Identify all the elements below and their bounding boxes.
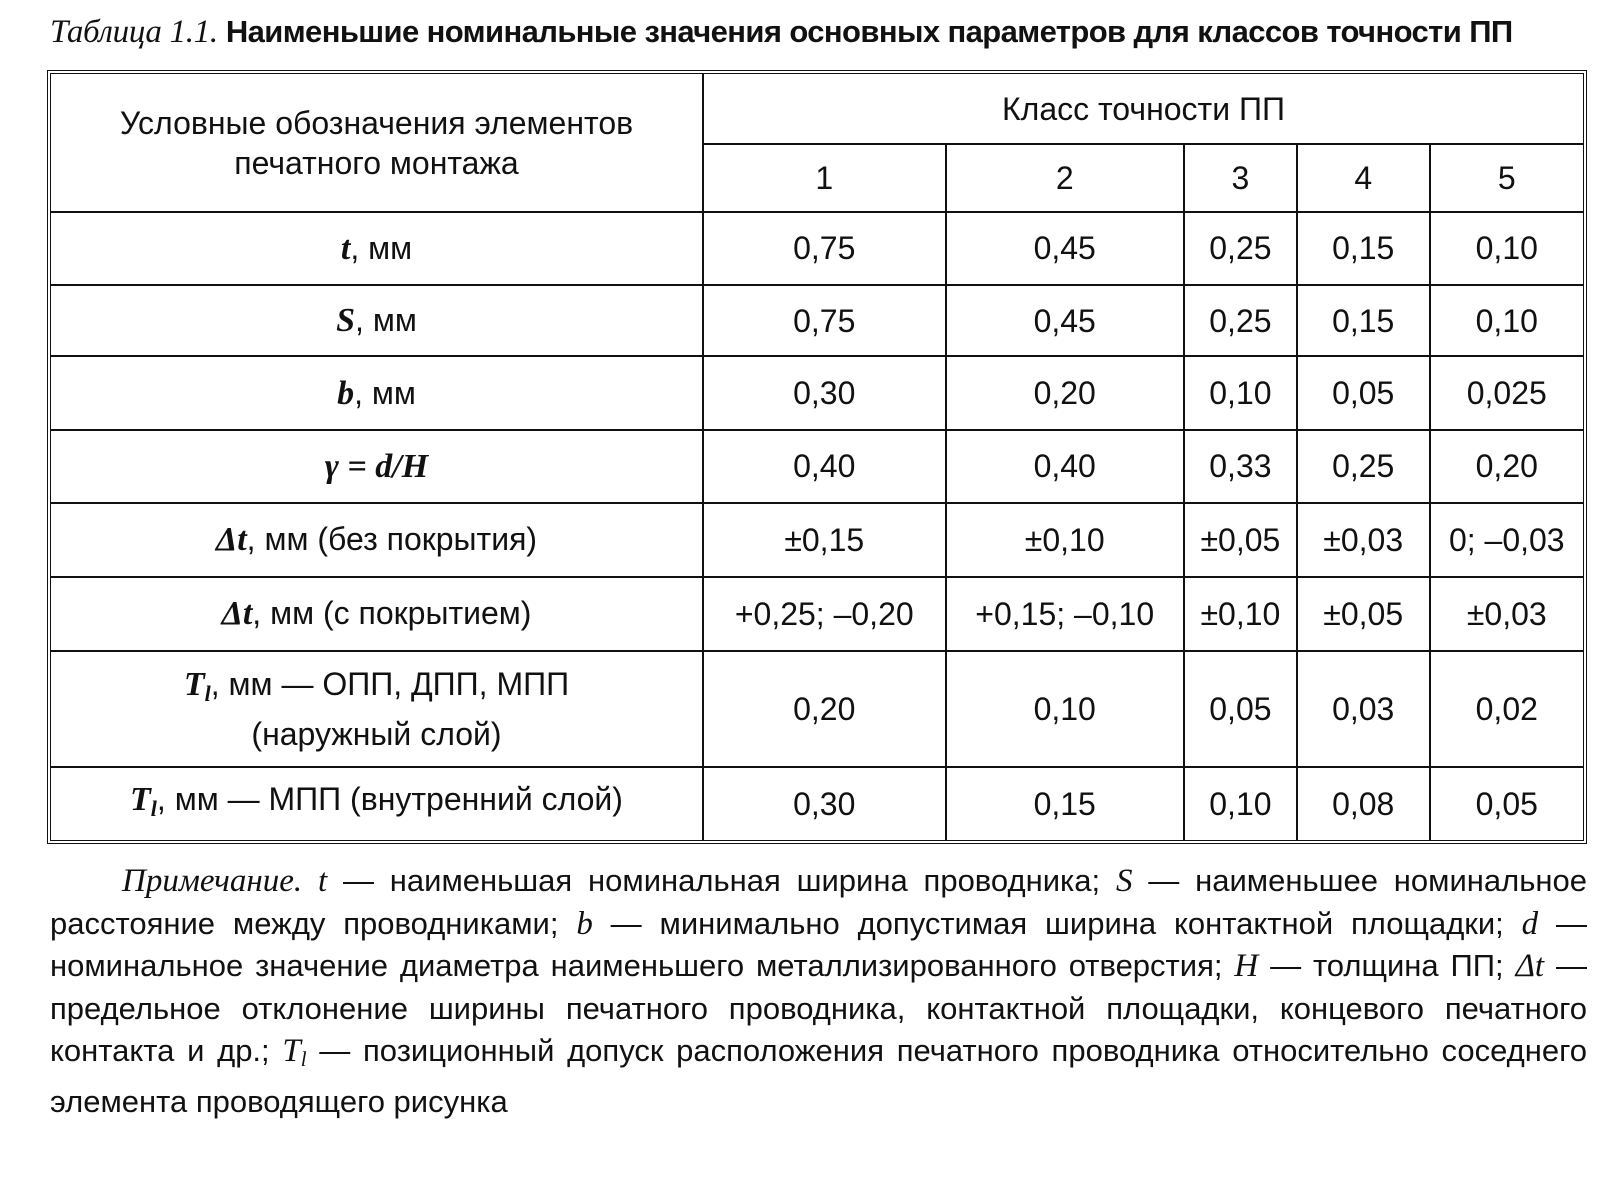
note-symbol: t xyxy=(317,863,328,899)
footnote xyxy=(50,860,1587,1123)
value-cell-class-5: 0,10 xyxy=(1430,212,1583,285)
table-row xyxy=(51,212,1583,285)
header-row-group xyxy=(51,74,1583,144)
table-row xyxy=(51,577,1583,652)
header-class-5: 5 xyxy=(1430,144,1583,212)
param-label: , мм — ОПП, ДПП, МПП xyxy=(210,666,570,703)
table-row xyxy=(51,430,1583,503)
value-cell-class-4: 0,08 xyxy=(1297,767,1430,840)
note-symbol: d xyxy=(1521,905,1539,942)
value-cell-class-3: 0,10 xyxy=(1184,767,1297,840)
value-cell-class-2: 0,20 xyxy=(946,356,1184,430)
table-caption xyxy=(50,10,1595,54)
caption-label: Таблица 1.1. xyxy=(50,14,218,50)
value-cell-class-1: +0,25; –0,20 xyxy=(703,577,946,652)
table-row xyxy=(51,767,1583,840)
note-symbol: H xyxy=(1234,948,1259,984)
value-cell-class-1: 0,20 xyxy=(703,651,946,767)
param-cell xyxy=(51,212,703,285)
value-cell-class-2: +0,15; –0,10 xyxy=(946,577,1184,652)
table-frame xyxy=(47,70,1587,844)
param-label: , мм — МПП (внутренний слой) xyxy=(156,781,623,818)
note-definition: — минимально допустимая ширина контактной площадки; xyxy=(592,905,1522,941)
value-cell-class-2: 0,45 xyxy=(946,212,1184,285)
value-cell-class-3: ±0,10 xyxy=(1184,577,1297,652)
value-cell-class-1: ±0,15 xyxy=(703,503,946,577)
param-subscript: l xyxy=(150,796,157,822)
param-cell xyxy=(51,767,703,840)
note-definition: — наименьшая номинальная ширина проводника; xyxy=(327,863,1116,898)
value-cell-class-5: 0,20 xyxy=(1430,430,1583,503)
param-cell xyxy=(51,503,703,577)
note-symbol: S xyxy=(1115,863,1133,899)
value-cell-class-3: 0,25 xyxy=(1184,285,1297,357)
value-cell-class-1: 0,40 xyxy=(703,430,946,503)
value-cell-class-5: 0,05 xyxy=(1430,767,1583,840)
param-label: , мм (с покрытием) xyxy=(252,595,532,632)
param-symbol: b xyxy=(337,374,355,412)
note-definition: — предельное отклонение ширины печатного проводника, контактной площадки, концевого печатного контакта и др.; xyxy=(50,948,1587,1068)
header-class-1: 1 xyxy=(703,144,946,212)
value-cell-class-1: 0,75 xyxy=(703,285,946,357)
value-cell-class-4: 0,03 xyxy=(1297,651,1430,767)
table-row xyxy=(51,356,1583,430)
header-class-3: 3 xyxy=(1184,144,1297,212)
table-row xyxy=(51,285,1583,357)
value-cell-class-5: ±0,03 xyxy=(1430,577,1583,652)
value-cell-class-1: 0,30 xyxy=(703,356,946,430)
value-cell-class-3: 0,33 xyxy=(1184,430,1297,503)
value-cell-class-1: 0,75 xyxy=(703,212,946,285)
note-definition: — номинальное значение диаметра наименьшего металлизированного отверстия; xyxy=(50,905,1587,983)
value-cell-class-5: 0; –0,03 xyxy=(1430,503,1583,577)
value-cell-class-2: 0,10 xyxy=(946,651,1184,767)
note-symbol: T xyxy=(282,1033,301,1069)
header-param xyxy=(51,74,703,212)
value-cell-class-4: 0,15 xyxy=(1297,212,1430,285)
note-symbol: b xyxy=(576,905,593,942)
value-cell-class-5: 0,025 xyxy=(1430,356,1583,430)
value-cell-class-2: 0,40 xyxy=(946,430,1184,503)
header-class-2: 2 xyxy=(946,144,1184,212)
caption-text: Наименьшие номинальные значения основных параметров для классов точности ПП xyxy=(225,14,1513,49)
header-param-text: Условные обозначения элементов печатного монтажа xyxy=(119,104,634,181)
param-label: , мм xyxy=(354,374,416,411)
param-cell xyxy=(51,356,703,430)
value-cell-class-2: ±0,10 xyxy=(946,503,1184,577)
note-symbol: Δt xyxy=(1515,948,1545,984)
table-row xyxy=(51,503,1583,577)
param-symbol: S xyxy=(336,302,356,340)
value-cell-class-4: ±0,03 xyxy=(1297,503,1430,577)
header-class-4: 4 xyxy=(1297,144,1430,212)
param-symbol: Δt xyxy=(215,521,247,559)
value-cell-class-3: 0,05 xyxy=(1184,651,1297,767)
param-subscript: l xyxy=(204,681,211,707)
param-cell xyxy=(51,651,703,767)
param-label-line2: (наружный слой) xyxy=(251,716,502,753)
param-symbol: Δt xyxy=(221,595,253,633)
note-subscript: l xyxy=(300,1047,307,1071)
value-cell-class-2: 0,15 xyxy=(946,767,1184,840)
parameters-table xyxy=(51,74,1583,840)
value-cell-class-2: 0,45 xyxy=(946,285,1184,357)
table-body xyxy=(51,212,1583,840)
param-symbol: T xyxy=(183,666,205,704)
param-symbol: T xyxy=(130,781,151,819)
param-cell xyxy=(51,430,703,503)
param-cell xyxy=(51,577,703,652)
param-label: , мм xyxy=(355,302,417,339)
header-class-group: Класс точности ПП xyxy=(703,74,1583,144)
value-cell-class-4: 0,25 xyxy=(1297,430,1430,503)
value-cell-class-4: 0,05 xyxy=(1297,356,1430,430)
value-cell-class-4: ±0,05 xyxy=(1297,577,1430,652)
param-label: , мм xyxy=(350,229,413,266)
param-symbol: t xyxy=(340,229,351,267)
param-cell xyxy=(51,285,703,357)
note-definition: — позиционный допуск расположения печатного проводника относительно соседнего элемента проводящего рисунка xyxy=(50,1033,1587,1119)
note-label: Примечание. xyxy=(122,863,303,899)
param-label: , мм (без покрытия) xyxy=(246,521,538,558)
value-cell-class-5: 0,10 xyxy=(1430,285,1583,357)
value-cell-class-5: 0,02 xyxy=(1430,651,1583,767)
value-cell-class-4: 0,15 xyxy=(1297,285,1430,357)
table-row xyxy=(51,651,1583,767)
value-cell-class-3: 0,25 xyxy=(1184,212,1297,285)
value-cell-class-3: 0,10 xyxy=(1184,356,1297,430)
param-symbol: γ = d/H xyxy=(324,447,429,485)
note-definition: — наименьшее номинальное расстояние между проводниками; xyxy=(50,863,1587,941)
value-cell-class-3: ±0,05 xyxy=(1184,503,1297,577)
value-cell-class-1: 0,30 xyxy=(703,767,946,840)
note-definition: — толщина ПП; xyxy=(1258,948,1516,983)
note-text xyxy=(50,863,1587,1119)
